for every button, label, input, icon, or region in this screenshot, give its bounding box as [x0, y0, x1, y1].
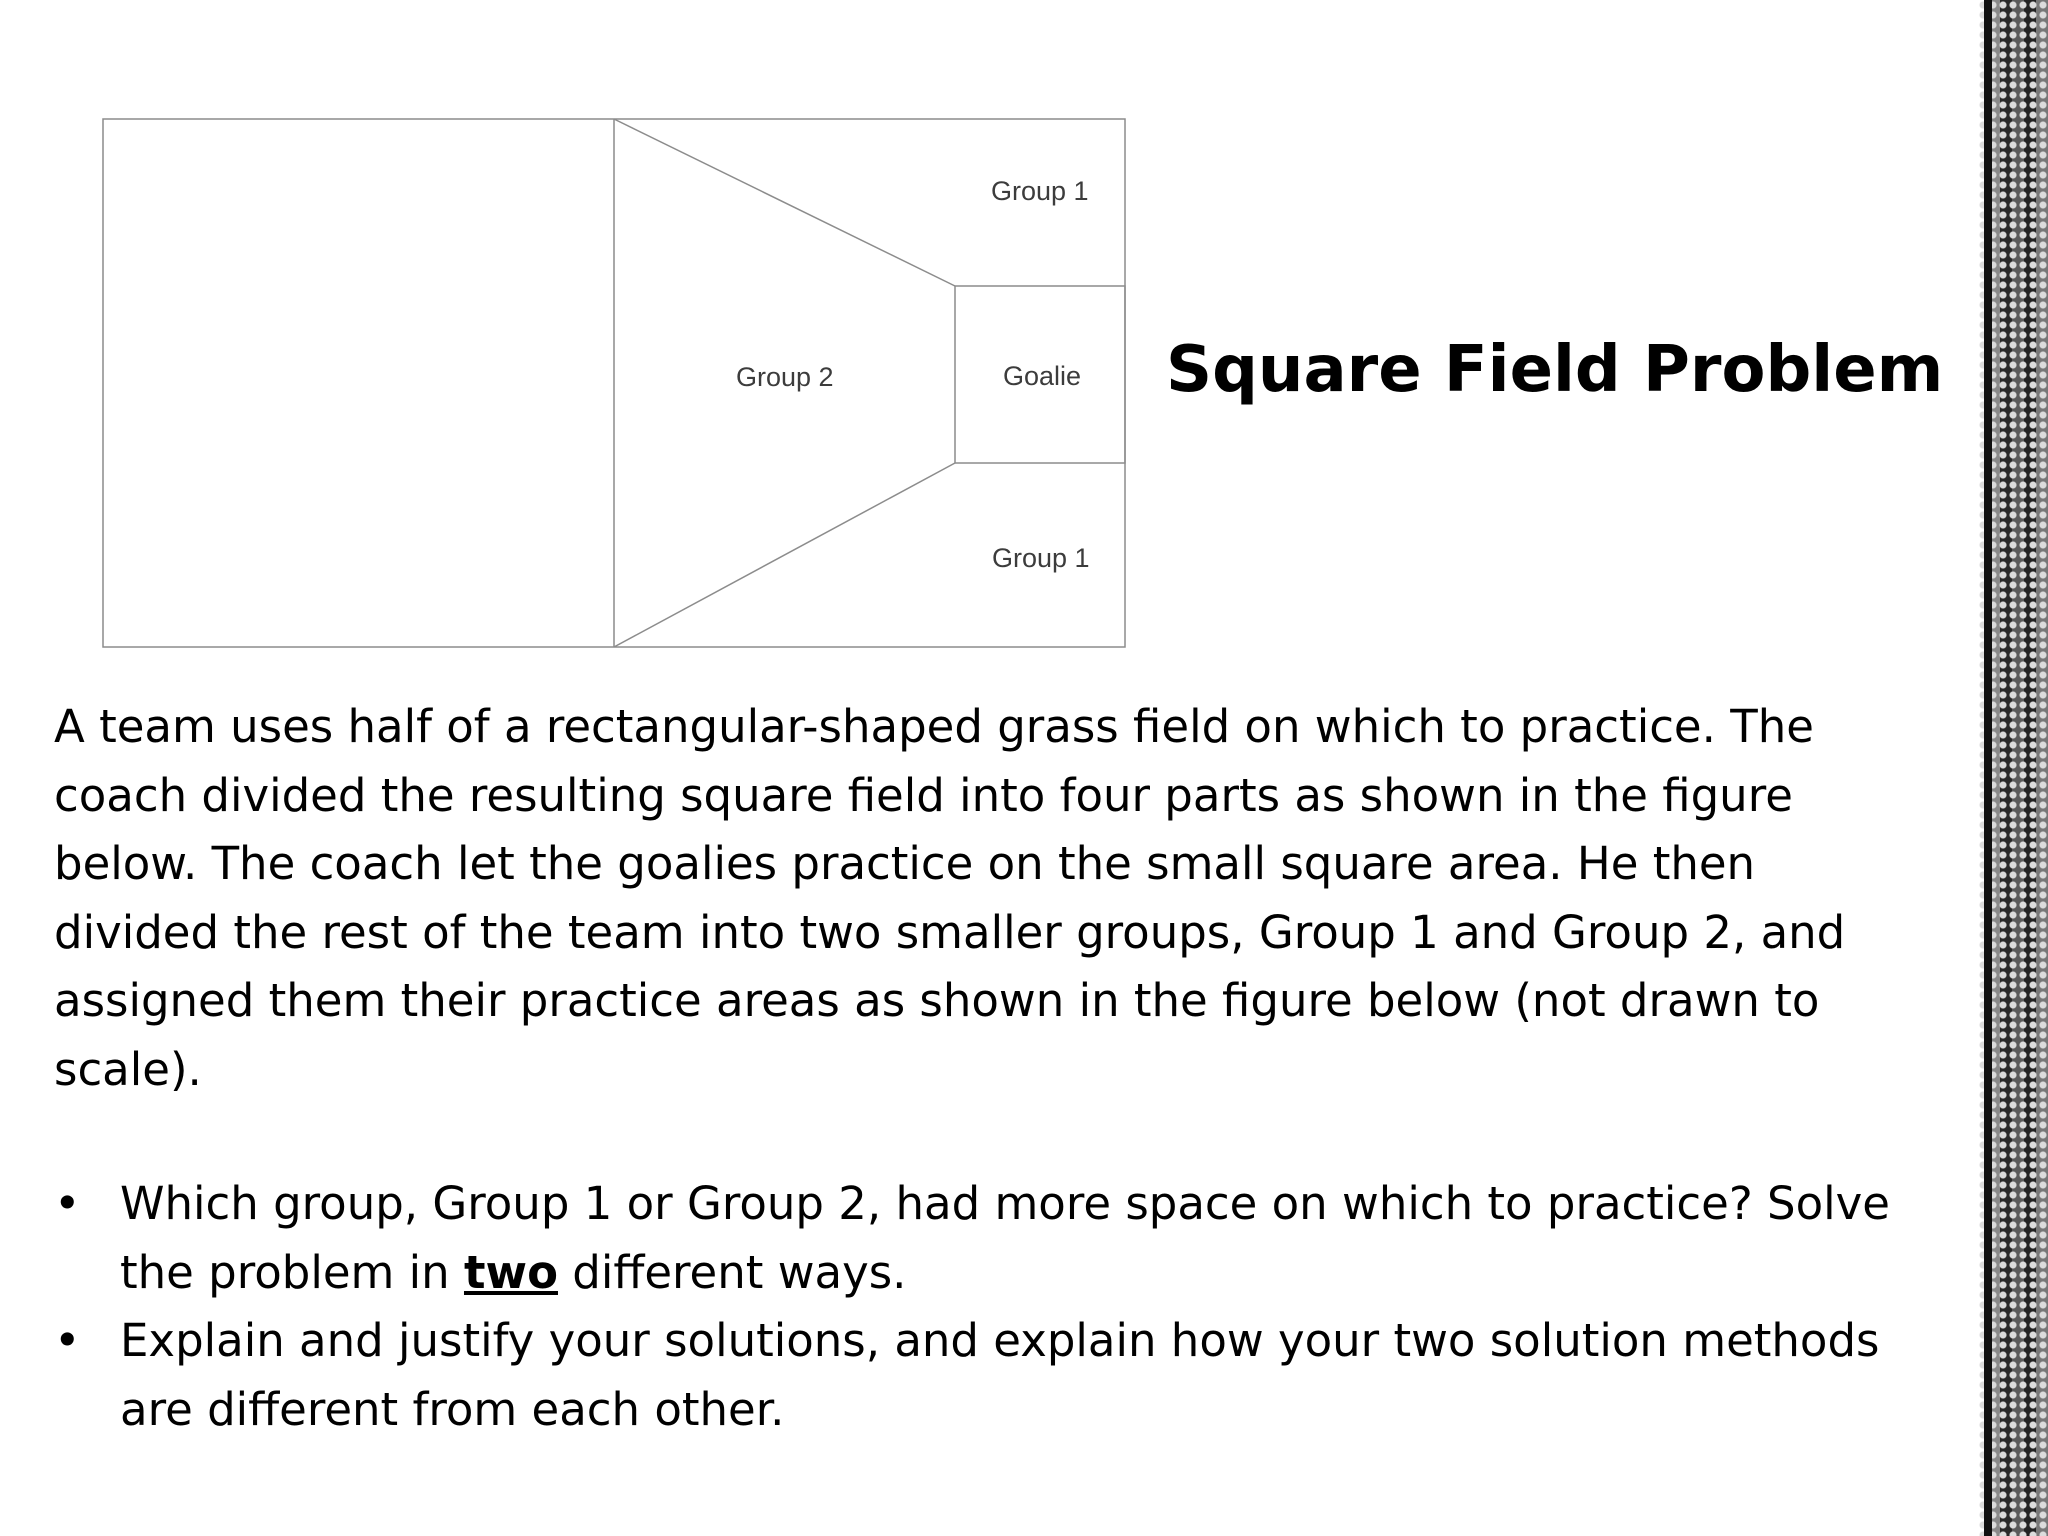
slide-title: Square Field Problem: [1166, 333, 1944, 407]
field-diagram: [100, 116, 1130, 654]
upper-diagonal: [614, 119, 955, 286]
question-item: [54, 1307, 1934, 1444]
question-text: Explain and justify your solutions, and explain how your two solution methods are different from each other.: [120, 1314, 1880, 1436]
label-goalie: Goalie: [1003, 361, 1082, 391]
emphasis-word: two: [463, 1245, 558, 1299]
question-text: Which group, Group 1 or Group 2, had more space on which to practice? Solve the problem in: [120, 1177, 1890, 1299]
decorative-edge-border: [1978, 0, 2048, 1536]
problem-description: [54, 693, 1934, 1104]
question-text-end: different ways.: [557, 1245, 907, 1299]
question-item: [54, 1170, 1934, 1307]
field-diagram-svg: [100, 116, 1130, 654]
problem-paragraph: A team uses half of a rectangular-shaped grass field on which to practice. The coach divided the resulting square field into four parts as shown in the figure below. The coach let the goalies practice on the small square area. He then divided the rest of the team into two smaller groups, Group 1 and Group 2, and assigned them their practice areas as shown in the figure below (not drawn to scale).: [54, 700, 1846, 1096]
bullet-icon: •: [54, 1314, 81, 1367]
lower-diagonal: [614, 463, 955, 647]
question-list: [54, 1170, 1934, 1444]
bullet-icon: •: [54, 1177, 81, 1230]
label-group2: Group 2: [736, 362, 834, 392]
label-group1-bottom: Group 1: [992, 543, 1090, 573]
label-group1-top: Group 1: [991, 176, 1089, 206]
